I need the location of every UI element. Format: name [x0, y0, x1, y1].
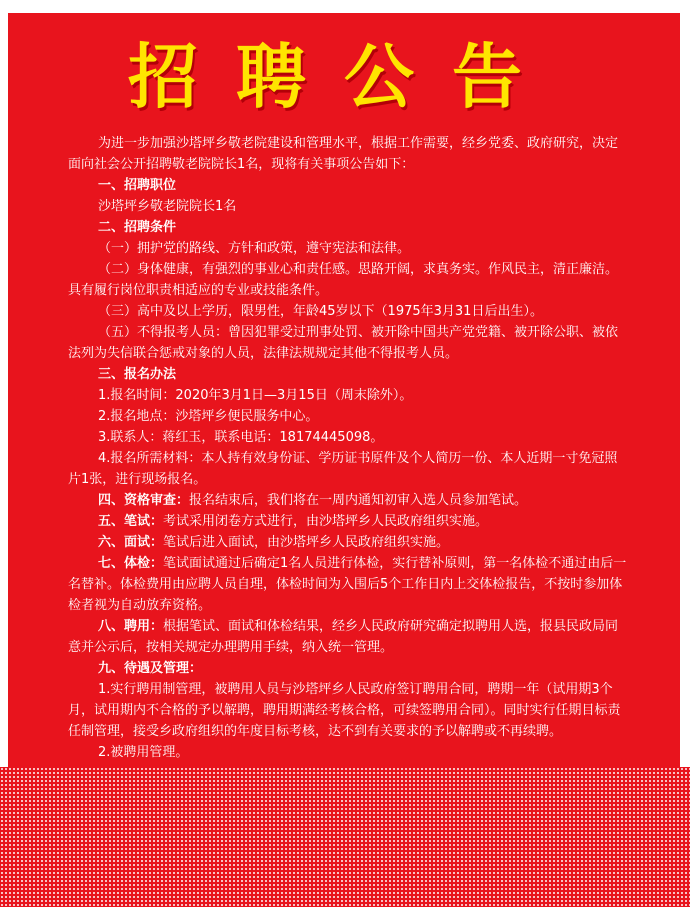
condition-item: （五）不得报考人员：曾因犯罪受过刑事处罚、被开除中国共产党党籍、被开除公职、被依法列为失信联合惩戒对象的人员，法律法规规定其他不得报考人员。	[68, 325, 619, 361]
benefits-item: 2.被聘用管理。	[98, 745, 189, 760]
position-text: 沙塔坪乡敬老院院长1名	[98, 199, 237, 214]
section-heading-conditions: 二、招聘条件	[98, 220, 177, 235]
registration-item: 3.联系人：蒋红玉，联系电话：18174445098。	[98, 430, 384, 445]
employment-paragraph	[68, 616, 628, 658]
section-heading-benefits: 九、待遇及管理：	[98, 661, 203, 676]
written-exam-label: 五、笔试：	[98, 514, 164, 529]
condition-item: （一）拥护党的路线、方针和政策，遵守宪法和法律。	[98, 241, 411, 256]
section-heading-registration: 三、报名办法	[98, 367, 177, 382]
medical-exam-paragraph	[68, 553, 628, 616]
condition-item: （三）高中及以上学历，限男性，年龄45岁以下（1975年3月31日后出生）。	[98, 304, 543, 319]
registration-item: 4.报名所需材料：本人持有效身份证、学历证书原件及个人简历一份、本人近期一寸免冠照片1张，进行现场报名。	[68, 451, 618, 487]
registration-item: 2.报名地点：沙塔坪乡便民服务中心。	[98, 409, 319, 424]
poster-title: 招聘公告	[128, 36, 560, 118]
announcement-body	[68, 133, 628, 763]
qualification-review-paragraph	[68, 490, 628, 511]
interview-label: 六、面试：	[98, 535, 164, 550]
written-exam-text: 考试采用闭卷方式进行，由沙塔坪乡人民政府组织实施。	[163, 514, 489, 529]
medical-exam-text: 笔试面试通过后确定1名人员进行体检，实行替补原则，第一名体检不通过由后一名替补。体检费用由应聘人员自理，体检时间为入围后5个工作日内上交体检报告，不按时参加体检者视为自动放弃资格。	[68, 556, 627, 613]
section-heading-position: 一、招聘职位	[98, 178, 177, 193]
halftone-overlay	[0, 767, 690, 907]
qualification-review-label: 四、资格审查：	[98, 493, 190, 508]
condition-item: （二）身体健康，有强烈的事业心和责任感。思路开阔，求真务实。作风民主，清正廉洁。具有履行岗位职责相适应的专业或技能条件。	[68, 262, 619, 298]
interview-text: 笔试后进入面试，由沙塔坪乡人民政府组织实施。	[163, 535, 450, 550]
qualification-review-text: 报名结束后，我们将在一周内通知初审入选人员参加笔试。	[189, 493, 528, 508]
intro-paragraph: 为进一步加强沙塔坪乡敬老院建设和管理水平，根据工作需要，经乡党委、政府研究，决定面向社会公开招聘敬老院院长1名，现将有关事项公告如下：	[68, 136, 619, 172]
interview-paragraph	[68, 532, 628, 553]
employment-label: 八、聘用：	[98, 619, 164, 634]
written-exam-paragraph	[68, 511, 628, 532]
benefits-item: 1.实行聘用制管理，被聘用人员与沙塔坪乡人民政府签订聘用合同，聘期一年（试用期3个月，试用期内不合格的予以解聘，聘用期满经考核合格，可续签聘用合同）。同时实行任期目标责任制管理，接受乡政府组织的年度目标考核，达不到有关要求的予以解聘或不再续聘。	[68, 682, 621, 739]
employment-text: 根据笔试、面试和体检结果，经乡人民政府研究确定拟聘用人选，报县民政局同意并公示后，按相关规定办理聘用手续，纳入统一管理。	[68, 619, 619, 655]
medical-exam-label: 七、体检：	[98, 556, 164, 571]
registration-item: 1.报名时间：2020年3月1日—3月15日（周末除外）。	[98, 388, 413, 403]
